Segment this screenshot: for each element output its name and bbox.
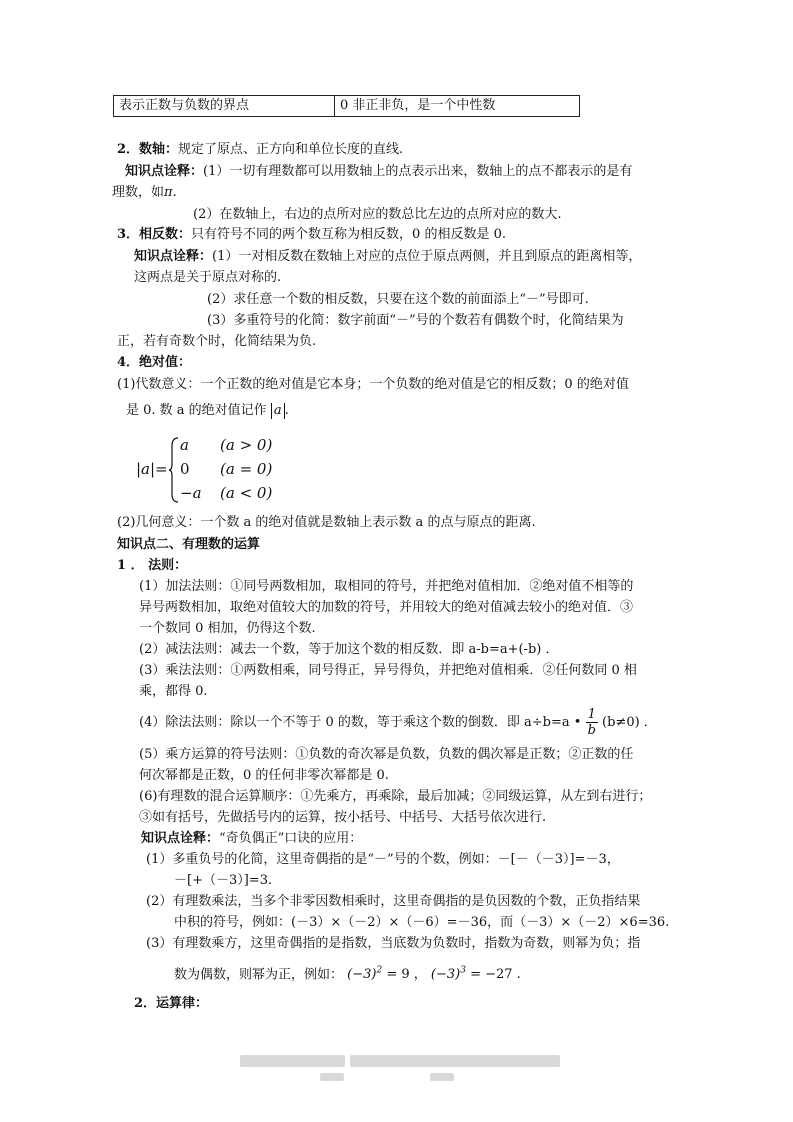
example-exponent: 3 bbox=[460, 966, 466, 976]
note-1b: －[+（－3）]=3. bbox=[174, 873, 273, 888]
fraction-denominator: b bbox=[587, 723, 596, 738]
add-rule-c: 一个数同 0 相加，仍得这个数. bbox=[139, 621, 316, 636]
opposite-title: 3．相反数： bbox=[117, 227, 192, 242]
sign-rule-note bbox=[141, 830, 362, 848]
case-row bbox=[180, 460, 272, 478]
absolute-symbol: a bbox=[271, 403, 285, 419]
blur-block bbox=[350, 1055, 560, 1067]
opposite-note-3a: (3）多重符号的化简：数字前面“－”号的个数若有偶数个时，化简结果为 bbox=[207, 313, 624, 328]
add-rule-a: (1）加法法则：①同号两数相加，取相同的符号，并把绝对值相加．②绝对值不相等的 bbox=[139, 579, 634, 594]
case-value: a bbox=[180, 436, 189, 454]
formula-lhs: |a|= bbox=[136, 460, 168, 478]
case-condition: (a > 0) bbox=[220, 436, 273, 454]
opposite-note-3b: 正，若有奇数个时，化简结果为负. bbox=[117, 334, 317, 349]
blur-block bbox=[430, 1073, 454, 1081]
note-text: (1）一对相反数在数轴上对应的点位于原点两侧，并且到原点的距离相等， bbox=[212, 249, 642, 264]
case-value: −a bbox=[180, 484, 202, 502]
left-brace bbox=[168, 436, 180, 504]
note-2b: 中积的符号，例如：(－3）×（－2）×（－6）=－36，而（－3）×（－2）×6=36. bbox=[174, 915, 670, 930]
mul-rule-b: 乘，都得 0. bbox=[139, 684, 208, 699]
note-3a: (3）有理数乘方，这里奇偶指的是指数，当底数为负数时，指数为奇数，则幂为负；指 bbox=[146, 936, 641, 951]
pi-symbol: π bbox=[164, 185, 173, 200]
zero-property-table bbox=[113, 95, 580, 117]
example-result: = −27 . bbox=[465, 967, 521, 983]
note-text: . bbox=[172, 185, 177, 200]
table-cell: 表示正数与负数的界点 bbox=[114, 96, 335, 117]
note-1a: (1）多重负号的化简，这里奇偶指的是“－”号的个数，例如：－[－（－3）]=－3， bbox=[146, 852, 620, 867]
note-text: 数为偶数，则幂为正，例如： bbox=[174, 967, 344, 983]
laws-title: 2．运算律： bbox=[134, 996, 209, 1011]
absolute-value-formula bbox=[134, 436, 294, 504]
power-example-2 bbox=[431, 967, 521, 982]
case-condition: (a = 0) bbox=[220, 460, 273, 478]
case-condition: (a < 0) bbox=[220, 484, 273, 502]
add-rule-b: 异号两数相加，取绝对值较大的加数的符号，并用较大的绝对值减去较小的绝对值．③ bbox=[139, 600, 634, 615]
number-line-def: 规定了原点、正方向和单位长度的直线. bbox=[178, 142, 404, 157]
absolute-p2: (2)几何意义：一个数 a 的绝对值就是数轴上表示数 a 的点与原点的距离. bbox=[117, 515, 536, 530]
absolute-p1b bbox=[126, 402, 289, 420]
table-cell: 0 非正非负，是一个中性数 bbox=[335, 96, 580, 117]
number-line-note-1a bbox=[125, 163, 632, 181]
case-row bbox=[180, 484, 272, 502]
opposite-note-1b: 这两点是关于原点对称的. bbox=[134, 270, 282, 285]
case-row bbox=[180, 436, 272, 454]
opposite-note-2: (2）求任意一个数的相反数，只要在这个数的前面添上“－”号即可. bbox=[207, 292, 589, 307]
section-heading: 知识点二、有理数的运算 bbox=[117, 537, 261, 552]
mix-rule-a: (6)有理数的混合运算顺序：①先乘方，再乘除，最后加减；②同级运算，从左到右进行； bbox=[139, 789, 652, 804]
note-text: 理数，如 bbox=[112, 185, 165, 200]
div-text: (4）除法法则：除以一个不等于 0 的数，等于乘这个数的倒数．即 a÷b=a • bbox=[139, 715, 582, 730]
number-line-title: 2．数轴： bbox=[117, 142, 179, 157]
absolute-text: 是 0. 数 a 的绝对值记作 bbox=[126, 403, 267, 418]
mul-rule-a: (3）乘法法则：①两数相乘，同号得正，异号得负，并把绝对值相乘．②任何数同 0 相 bbox=[139, 663, 637, 678]
number-line-note-1b bbox=[112, 184, 177, 202]
example-exponent: 2 bbox=[376, 966, 383, 976]
blur-block bbox=[320, 1073, 344, 1081]
div-text: (b≠0) ． bbox=[602, 715, 657, 730]
power-example-1 bbox=[347, 967, 427, 982]
note-2a: (2）有理数乘法，当多个非零因数相乘时，这里奇偶指的是负因数的个数，正负指结果 bbox=[146, 894, 641, 909]
example-result: = 9 ， bbox=[382, 967, 427, 983]
opposite-note-1a bbox=[134, 248, 641, 266]
absolute-p1a: (1)代数意义：一个正数的绝对值是它本身；一个负数的绝对值是它的相反数；0 的绝对值 bbox=[117, 377, 629, 392]
reciprocal-fraction bbox=[586, 707, 598, 738]
div-rule bbox=[139, 706, 657, 740]
opposite-line bbox=[117, 226, 506, 244]
blur-block bbox=[240, 1055, 345, 1067]
note-3b bbox=[174, 962, 521, 984]
absolute-text: . bbox=[284, 403, 289, 418]
case-value: 0 bbox=[180, 460, 190, 478]
mix-rule-b: ③如有括号，先做括号内的运算，按小括号、中括号、大括号依次进行. bbox=[139, 810, 547, 825]
note-text: (1）一切有理数都可以用数轴上的点表示出来，数轴上的点不都表示的是有 bbox=[203, 164, 633, 179]
sub-rule: (2）减法法则：减去一个数，等于加这个数的相反数．即 a-b=a+(-b) ． bbox=[139, 642, 559, 657]
table-row bbox=[114, 96, 580, 117]
pow-rule-a: (5）乘方运算的符号法则：①负数的奇次幂是负数，负数的偶次幂是正数；②正数的任 bbox=[139, 747, 634, 762]
note-label: 知识点诠释： bbox=[125, 164, 204, 179]
absolute-title: 4．绝对值： bbox=[117, 355, 192, 370]
example-base: (−3) bbox=[430, 967, 461, 983]
note-text: “奇负偶正”口诀的应用： bbox=[219, 831, 363, 846]
note-label: 知识点诠释： bbox=[134, 249, 213, 264]
rules-title: 1 ． 法则： bbox=[117, 558, 188, 573]
example-base: (−3) bbox=[347, 967, 377, 983]
number-line-line bbox=[117, 141, 403, 159]
fraction-numerator: 1 bbox=[586, 707, 598, 723]
note-label: 知识点诠释： bbox=[141, 831, 220, 846]
number-line-note-2: (2）在数轴上，右边的点所对应的数总比左边的点所对应的数大. bbox=[193, 207, 562, 222]
pow-rule-b: 何次幂都是正数，0 的任何非零次幂都是 0. bbox=[139, 768, 389, 783]
opposite-def: 只有符号不同的两个数互称为相反数，0 的相反数是 0. bbox=[191, 227, 506, 242]
